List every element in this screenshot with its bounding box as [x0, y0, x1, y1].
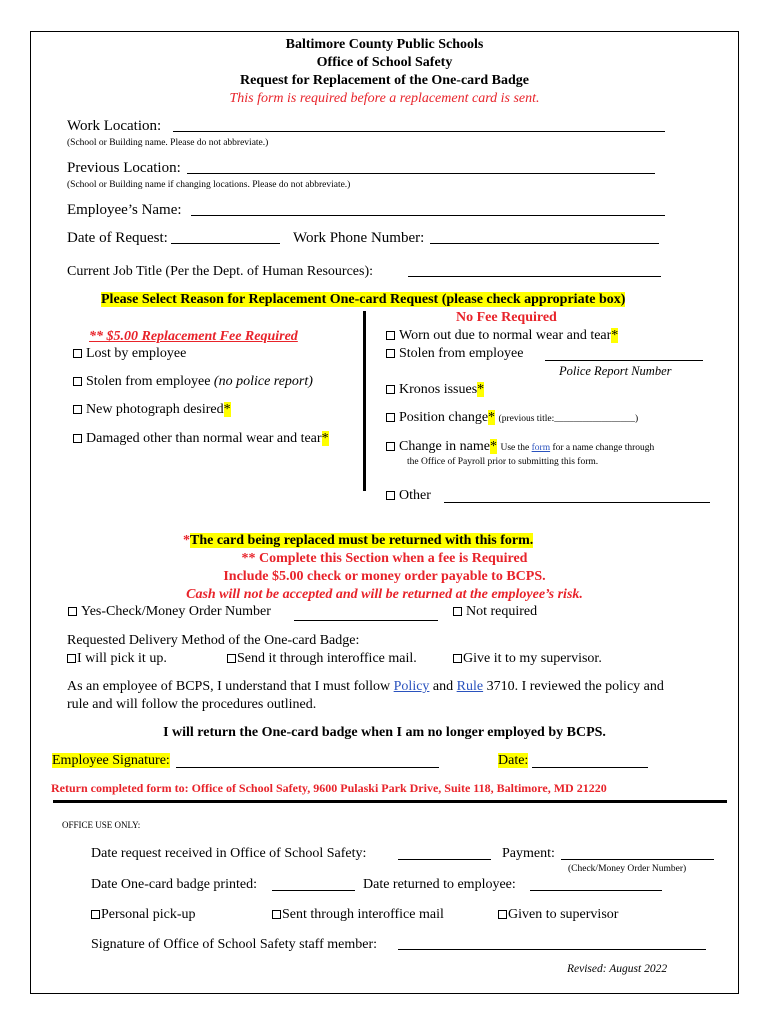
delivery-supervisor[interactable]: Give it to my supervisor.	[453, 651, 602, 667]
date-returned-label: Date returned to employee:	[363, 877, 516, 892]
reason-position[interactable]: Position change* (previous title:_________________)	[386, 410, 638, 426]
police-report-input[interactable]	[545, 360, 703, 361]
reason-stolen[interactable]: Stolen from employee	[386, 346, 523, 362]
staff-signature-input[interactable]	[398, 949, 706, 950]
previous-location-label: Previous Location:	[67, 160, 181, 176]
work-phone-label: Work Phone Number:	[293, 230, 425, 246]
checkbox[interactable]	[386, 491, 395, 500]
office-interoffice-option[interactable]: Sent through interoffice mail	[272, 907, 444, 923]
delivery-label: Requested Delivery Method of the One-card Badge:	[67, 633, 360, 648]
fee-heading: ** $5.00 Replacement Fee Required	[89, 329, 298, 344]
reason-kronos[interactable]: Kronos issues*	[386, 382, 484, 398]
previous-location-input[interactable]	[187, 173, 655, 174]
revised-date: Revised: August 2022	[567, 963, 668, 975]
employee-signature-input[interactable]	[176, 767, 439, 768]
return-statement: I will return the One-card badge when I am no longer employed by BCPS.	[163, 725, 606, 740]
form-link[interactable]: form	[531, 443, 551, 453]
date-of-request-label: Date of Request:	[67, 230, 168, 246]
job-title-label: Current Job Title (Per the Dept. of Human Resources):	[67, 264, 374, 279]
delivery-pick-up[interactable]: I will pick it up.	[67, 651, 167, 667]
reason-lost[interactable]: Lost by employee	[73, 346, 186, 362]
date-printed-label: Date One-card badge printed:	[91, 877, 257, 892]
signature-date-label: Date:	[498, 753, 529, 768]
payment-hint: (Check/Money Order Number)	[568, 864, 687, 874]
checkbox[interactable]	[73, 405, 82, 414]
return-to: Return completed form to: Office of School Safety, 9600 Pulaski Park Drive, Suite 118, Baltimore, MD 21220	[51, 781, 607, 795]
staff-signature-label: Signature of Office of School Safety staff member:	[91, 937, 378, 952]
policy-text: As an employee of BCPS, I understand that I must follow Policy and Rule 3710. I reviewed the policy and	[67, 679, 664, 694]
delivery-interoffice[interactable]: Send it through interoffice mail.	[227, 651, 417, 667]
checkbox[interactable]	[272, 910, 281, 919]
other-input[interactable]	[444, 502, 710, 503]
checkbox[interactable]	[386, 331, 395, 340]
given-supervisor-option[interactable]: Given to supervisor	[498, 907, 618, 923]
checkbox[interactable]	[67, 654, 76, 663]
checkbox[interactable]	[68, 607, 77, 616]
policy-link[interactable]: Policy	[393, 679, 430, 694]
employee-name-input[interactable]	[191, 215, 665, 216]
work-location-hint: (School or Building name. Please do not abbreviate.)	[67, 138, 269, 148]
complete-section-notice: ** Complete this Section when a fee is Required	[241, 551, 528, 566]
form-notice: This form is required before a replacement card is sent.	[229, 91, 540, 106]
checkbox[interactable]	[498, 910, 507, 919]
rule-link[interactable]: Rule	[456, 679, 484, 694]
check-number-input[interactable]	[294, 620, 438, 621]
name-change-note: the Office of Payroll prior to submitting this form.	[407, 457, 599, 467]
date-printed-input[interactable]	[272, 890, 355, 891]
payment-label: Payment:	[502, 846, 555, 861]
personal-pickup-option[interactable]: Personal pick-up	[91, 907, 195, 923]
return-card-notice: *The card being replaced must be returned with this form.	[183, 533, 534, 548]
reason-stolen-no-report[interactable]: Stolen from employee (no police report)	[73, 374, 313, 390]
checkbox[interactable]	[386, 385, 395, 394]
checkbox[interactable]	[227, 654, 236, 663]
reason-new-photo[interactable]: New photograph desired*	[73, 402, 231, 418]
date-received-label: Date request received in Office of School Safety:	[91, 846, 367, 861]
police-report-label: Police Report Number	[559, 364, 672, 378]
reason-heading: Please Select Reason for Replacement One-card Request (please check appropriate box)	[101, 292, 626, 307]
form-title: Request for Replacement of the One-card Badge	[239, 73, 530, 88]
section-divider	[53, 800, 727, 803]
date-of-request-input[interactable]	[171, 243, 280, 244]
work-phone-input[interactable]	[430, 243, 659, 244]
reason-other[interactable]: Other	[386, 488, 431, 504]
include-check-notice: Include $5.00 check or money order payable to BCPS.	[223, 569, 546, 584]
org-name: Baltimore County Public Schools	[285, 37, 484, 52]
checkbox[interactable]	[386, 442, 395, 451]
employee-name-label: Employee’s Name:	[67, 202, 182, 218]
work-location-label: Work Location:	[67, 118, 162, 134]
checkbox[interactable]	[91, 910, 100, 919]
checkbox[interactable]	[453, 654, 462, 663]
checkbox[interactable]	[73, 349, 82, 358]
column-divider	[363, 311, 366, 491]
previous-location-hint: (School or Building name if changing locations. Please do not abbreviate.)	[67, 180, 351, 190]
policy-text-2: rule and will follow the procedures outlined.	[67, 697, 317, 712]
employee-signature-label: Employee Signature:	[52, 753, 170, 768]
cash-warning: Cash will not be accepted and will be returned at the employee’s risk.	[186, 587, 583, 602]
payment-input[interactable]	[561, 859, 714, 860]
work-location-input[interactable]	[173, 131, 665, 132]
checkbox[interactable]	[386, 413, 395, 422]
signature-date-input[interactable]	[532, 767, 648, 768]
reason-damaged[interactable]: Damaged other than normal wear and tear*	[73, 431, 329, 447]
date-returned-input[interactable]	[530, 890, 662, 891]
yes-check-option[interactable]: Yes-Check/Money Order Number	[68, 604, 271, 620]
date-received-input[interactable]	[398, 859, 491, 860]
not-required-option[interactable]: Not required	[453, 604, 537, 620]
job-title-input[interactable]	[408, 276, 661, 277]
office-use-label: OFFICE USE ONLY:	[62, 820, 141, 830]
checkbox[interactable]	[386, 349, 395, 358]
office-name: Office of School Safety	[316, 55, 453, 70]
reason-name-change[interactable]: Change in name* Use the form for a name change through	[386, 439, 654, 455]
checkbox[interactable]	[73, 434, 82, 443]
checkbox[interactable]	[453, 607, 462, 616]
previous-title: (previous title:_________________)	[498, 414, 639, 424]
checkbox[interactable]	[73, 377, 82, 386]
no-fee-heading: No Fee Required	[456, 310, 557, 325]
reason-worn[interactable]: Worn out due to normal wear and tear*	[386, 328, 618, 344]
